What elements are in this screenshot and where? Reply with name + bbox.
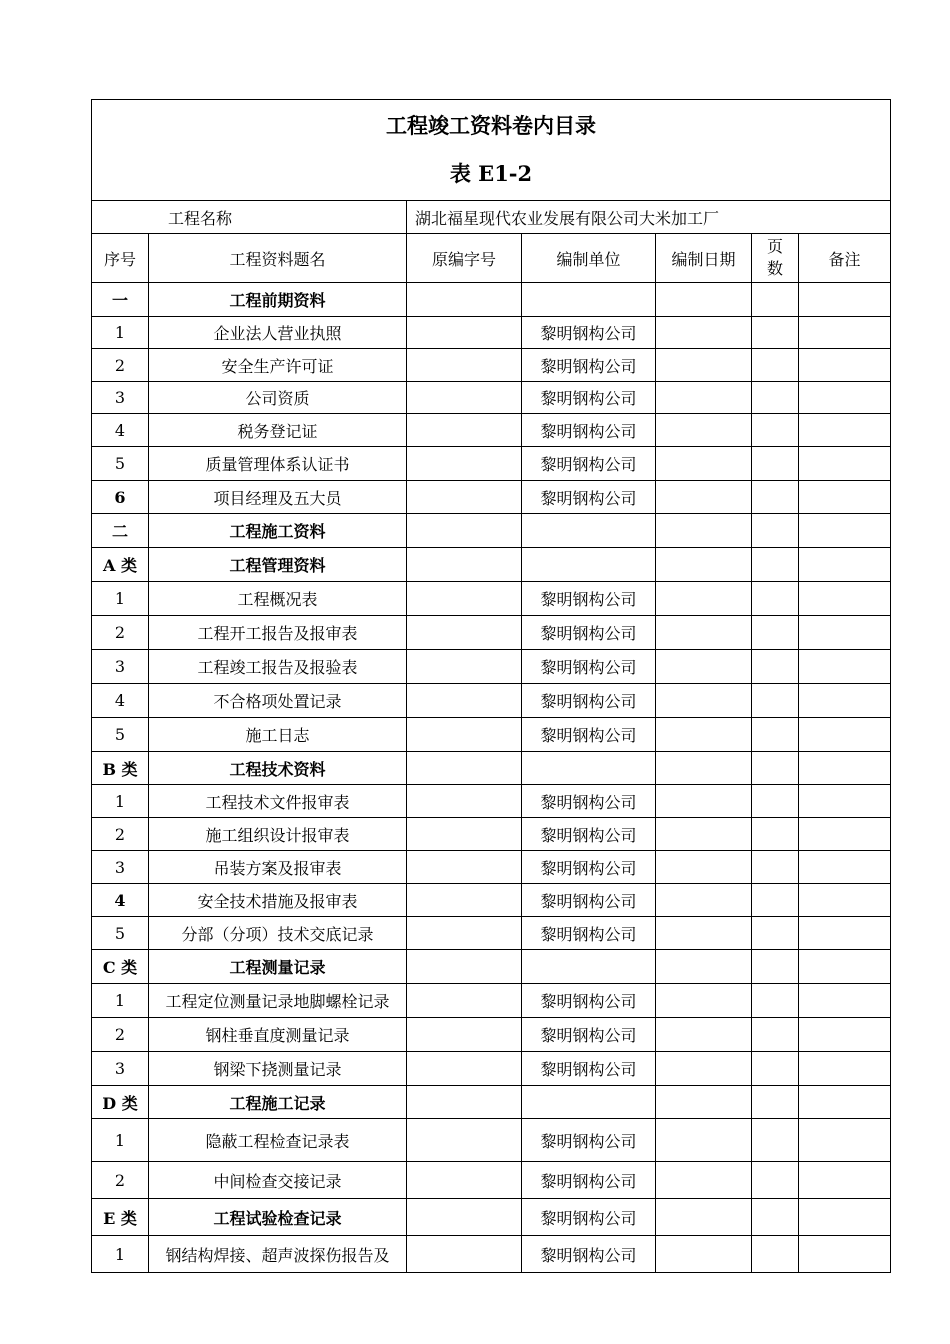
cell-date	[656, 752, 752, 785]
cell-note	[799, 785, 891, 818]
cell-orig-no	[407, 785, 522, 818]
cell-name: 施工组织设计报审表	[149, 818, 407, 851]
cell-pages	[752, 1018, 799, 1052]
cell-seq: 1	[92, 785, 149, 818]
cell-unit: 黎明钢构公司	[522, 447, 656, 481]
cell-unit: 黎明钢构公司	[522, 616, 656, 650]
cell-seq: 3	[92, 1052, 149, 1086]
cell-note	[799, 884, 891, 917]
cell-note	[799, 382, 891, 414]
cell-date	[656, 1162, 752, 1199]
cell-seq: 1	[92, 984, 149, 1018]
cell-note	[799, 616, 891, 650]
cell-date	[656, 884, 752, 917]
cell-date	[656, 283, 752, 317]
cell-name: 公司资质	[149, 382, 407, 414]
cell-orig-no	[407, 1052, 522, 1086]
cell-unit	[522, 1086, 656, 1119]
cell-name: 工程施工资料	[149, 514, 407, 548]
cell-orig-no	[407, 414, 522, 447]
cell-name: 工程定位测量记录地脚螺栓记录	[149, 984, 407, 1018]
cell-orig-no	[407, 283, 522, 317]
cell-note	[799, 1162, 891, 1199]
table-row	[92, 1162, 891, 1199]
cell-date	[656, 1018, 752, 1052]
table-row	[92, 514, 891, 548]
cell-orig-no	[407, 317, 522, 349]
table-row	[92, 718, 891, 752]
cell-note	[799, 514, 891, 548]
cell-note	[799, 851, 891, 884]
cell-seq: 1	[92, 1236, 149, 1273]
cell-name: 工程施工记录	[149, 1086, 407, 1119]
cell-seq: 2	[92, 616, 149, 650]
cell-unit: 黎明钢构公司	[522, 650, 656, 684]
header-date: 编制日期	[656, 234, 752, 283]
cell-unit: 黎明钢构公司	[522, 917, 656, 950]
project-name-value: 湖北福星现代农业发展有限公司大米加工厂	[407, 201, 891, 234]
cell-date	[656, 447, 752, 481]
cell-unit: 黎明钢构公司	[522, 1236, 656, 1273]
cell-date	[656, 650, 752, 684]
cell-unit: 黎明钢构公司	[522, 884, 656, 917]
cell-date	[656, 851, 752, 884]
cell-pages	[752, 718, 799, 752]
cell-pages	[752, 684, 799, 718]
cell-date	[656, 349, 752, 382]
cell-note	[799, 447, 891, 481]
cell-orig-no	[407, 1199, 522, 1236]
cell-date	[656, 414, 752, 447]
cell-pages	[752, 283, 799, 317]
table-row	[92, 984, 891, 1018]
cell-seq: 2	[92, 1018, 149, 1052]
cell-seq: 6	[92, 481, 149, 514]
cell-seq: 3	[92, 382, 149, 414]
cell-orig-no	[407, 447, 522, 481]
table-row	[92, 884, 891, 917]
table-row	[92, 950, 891, 984]
cell-orig-no	[407, 752, 522, 785]
cell-note	[799, 684, 891, 718]
table-row	[92, 283, 891, 317]
table-row	[92, 582, 891, 616]
cell-seq: 1	[92, 1119, 149, 1162]
cell-pages	[752, 582, 799, 616]
cell-orig-no	[407, 1119, 522, 1162]
cell-note	[799, 917, 891, 950]
cell-date	[656, 616, 752, 650]
cell-name: 工程概况表	[149, 582, 407, 616]
cell-unit	[522, 950, 656, 984]
cell-name: 钢梁下挠测量记录	[149, 1052, 407, 1086]
cell-pages	[752, 1162, 799, 1199]
cell-seq: 2	[92, 818, 149, 851]
cell-pages	[752, 818, 799, 851]
cell-name: 吊装方案及报审表	[149, 851, 407, 884]
cell-unit: 黎明钢构公司	[522, 984, 656, 1018]
cell-note	[799, 650, 891, 684]
cell-note	[799, 950, 891, 984]
project-name-label: 工程名称	[92, 201, 407, 234]
cell-date	[656, 1086, 752, 1119]
header-name: 工程资料题名	[149, 234, 407, 283]
cell-orig-no	[407, 1018, 522, 1052]
header-orig-no: 原编字号	[407, 234, 522, 283]
cell-unit: 黎明钢构公司	[522, 684, 656, 718]
cell-date	[656, 317, 752, 349]
cell-pages	[752, 851, 799, 884]
cell-date	[656, 684, 752, 718]
cell-unit: 黎明钢构公司	[522, 785, 656, 818]
cell-name: 施工日志	[149, 718, 407, 752]
cell-pages	[752, 1086, 799, 1119]
cell-seq: 1	[92, 582, 149, 616]
cell-name: 项目经理及五大员	[149, 481, 407, 514]
cell-name: 安全生产许可证	[149, 349, 407, 382]
cell-unit	[522, 548, 656, 582]
cell-note	[799, 752, 891, 785]
cell-seq: 2	[92, 349, 149, 382]
header-pages: 页 数	[752, 234, 799, 283]
cell-name: 分部（分项）技术交底记录	[149, 917, 407, 950]
cell-date	[656, 1119, 752, 1162]
cell-seq: 二	[92, 514, 149, 548]
cell-orig-no	[407, 950, 522, 984]
table-row	[92, 548, 891, 582]
cell-name: 钢结构焊接、超声波探伤报告及	[149, 1236, 407, 1273]
cell-seq: A 类	[92, 548, 149, 582]
cell-unit: 黎明钢构公司	[522, 1052, 656, 1086]
cell-seq: E 类	[92, 1199, 149, 1236]
cell-unit: 黎明钢构公司	[522, 582, 656, 616]
table-row	[92, 1199, 891, 1236]
catalog-table	[91, 99, 891, 1273]
cell-name: 税务登记证	[149, 414, 407, 447]
cell-unit: 黎明钢构公司	[522, 481, 656, 514]
cell-date	[656, 1052, 752, 1086]
cell-seq: 3	[92, 851, 149, 884]
cell-name: 企业法人营业执照	[149, 317, 407, 349]
cell-date	[656, 382, 752, 414]
catalog-document	[91, 99, 890, 1273]
cell-unit: 黎明钢构公司	[522, 317, 656, 349]
cell-unit: 黎明钢构公司	[522, 1199, 656, 1236]
cell-unit: 黎明钢构公司	[522, 414, 656, 447]
cell-orig-no	[407, 917, 522, 950]
cell-unit: 黎明钢构公司	[522, 818, 656, 851]
cell-name: 工程技术资料	[149, 752, 407, 785]
cell-pages	[752, 414, 799, 447]
cell-note	[799, 349, 891, 382]
cell-date	[656, 718, 752, 752]
cell-pages	[752, 1052, 799, 1086]
cell-date	[656, 582, 752, 616]
cell-date	[656, 1236, 752, 1273]
cell-name: 工程开工报告及报审表	[149, 616, 407, 650]
table-row	[92, 1018, 891, 1052]
cell-orig-no	[407, 984, 522, 1018]
cell-note	[799, 481, 891, 514]
cell-pages	[752, 349, 799, 382]
cell-orig-no	[407, 481, 522, 514]
table-row	[92, 752, 891, 785]
cell-name: 中间检查交接记录	[149, 1162, 407, 1199]
cell-pages	[752, 548, 799, 582]
cell-note	[799, 1018, 891, 1052]
cell-seq: 3	[92, 650, 149, 684]
cell-name: 工程管理资料	[149, 548, 407, 582]
cell-seq: 2	[92, 1162, 149, 1199]
cell-orig-no	[407, 1086, 522, 1119]
cell-orig-no	[407, 884, 522, 917]
cell-pages	[752, 884, 799, 917]
cell-pages	[752, 752, 799, 785]
cell-note	[799, 1086, 891, 1119]
table-row	[92, 684, 891, 718]
cell-pages	[752, 447, 799, 481]
cell-orig-no	[407, 650, 522, 684]
header-unit: 编制单位	[522, 234, 656, 283]
cell-name: 安全技术措施及报审表	[149, 884, 407, 917]
table-row	[92, 481, 891, 514]
cell-name: 工程测量记录	[149, 950, 407, 984]
cell-date	[656, 514, 752, 548]
table-row	[92, 447, 891, 481]
cell-note	[799, 1052, 891, 1086]
cell-note	[799, 818, 891, 851]
cell-seq: 4	[92, 684, 149, 718]
cell-note	[799, 1199, 891, 1236]
cell-orig-no	[407, 718, 522, 752]
cell-unit: 黎明钢构公司	[522, 1119, 656, 1162]
table-row	[92, 1236, 891, 1273]
cell-seq: 4	[92, 414, 149, 447]
cell-date	[656, 481, 752, 514]
cell-orig-no	[407, 548, 522, 582]
cell-note	[799, 984, 891, 1018]
cell-seq: 5	[92, 447, 149, 481]
cell-pages	[752, 514, 799, 548]
cell-pages	[752, 1119, 799, 1162]
cell-note	[799, 414, 891, 447]
table-header-row	[92, 234, 891, 283]
cell-orig-no	[407, 851, 522, 884]
cell-name: 不合格项处置记录	[149, 684, 407, 718]
cell-seq: 5	[92, 917, 149, 950]
cell-name: 工程竣工报告及报验表	[149, 650, 407, 684]
cell-date	[656, 950, 752, 984]
cell-unit: 黎明钢构公司	[522, 1018, 656, 1052]
cell-date	[656, 785, 752, 818]
cell-pages	[752, 382, 799, 414]
cell-date	[656, 818, 752, 851]
cell-date	[656, 917, 752, 950]
cell-note	[799, 1236, 891, 1273]
header-seq: 序号	[92, 234, 149, 283]
cell-unit: 黎明钢构公司	[522, 1162, 656, 1199]
table-row	[92, 1052, 891, 1086]
cell-orig-no	[407, 1162, 522, 1199]
cell-orig-no	[407, 616, 522, 650]
cell-unit	[522, 514, 656, 548]
cell-note	[799, 582, 891, 616]
cell-orig-no	[407, 684, 522, 718]
cell-seq: 5	[92, 718, 149, 752]
cell-note	[799, 548, 891, 582]
cell-name: 工程技术文件报审表	[149, 785, 407, 818]
page-title: 工程竣工资料卷内目录	[386, 113, 596, 138]
cell-pages	[752, 785, 799, 818]
header-note: 备注	[799, 234, 891, 283]
cell-pages	[752, 950, 799, 984]
table-row	[92, 382, 891, 414]
cell-date	[656, 548, 752, 582]
cell-date	[656, 1199, 752, 1236]
cell-unit: 黎明钢构公司	[522, 718, 656, 752]
table-row	[92, 349, 891, 382]
cell-orig-no	[407, 514, 522, 548]
cell-name: 钢柱垂直度测量记录	[149, 1018, 407, 1052]
cell-unit: 黎明钢构公司	[522, 851, 656, 884]
cell-pages	[752, 984, 799, 1018]
table-row	[92, 317, 891, 349]
table-row	[92, 616, 891, 650]
cell-seq: D 类	[92, 1086, 149, 1119]
cell-orig-no	[407, 1236, 522, 1273]
cell-name: 工程前期资料	[149, 283, 407, 317]
title-block	[92, 100, 891, 201]
cell-pages	[752, 650, 799, 684]
cell-unit	[522, 752, 656, 785]
cell-seq: C 类	[92, 950, 149, 984]
table-row	[92, 1086, 891, 1119]
cell-note	[799, 317, 891, 349]
cell-unit: 黎明钢构公司	[522, 382, 656, 414]
cell-pages	[752, 917, 799, 950]
cell-name: 质量管理体系认证书	[149, 447, 407, 481]
cell-unit: 黎明钢构公司	[522, 349, 656, 382]
cell-pages	[752, 616, 799, 650]
cell-seq: 1	[92, 317, 149, 349]
cell-orig-no	[407, 349, 522, 382]
cell-pages	[752, 317, 799, 349]
cell-unit	[522, 283, 656, 317]
cell-date	[656, 984, 752, 1018]
form-number: 表 E1-2	[449, 161, 533, 186]
cell-pages	[752, 1199, 799, 1236]
table-row	[92, 785, 891, 818]
cell-seq: 一	[92, 283, 149, 317]
table-row	[92, 917, 891, 950]
table-row	[92, 650, 891, 684]
table-row	[92, 1119, 891, 1162]
cell-note	[799, 283, 891, 317]
cell-note	[799, 718, 891, 752]
table-row	[92, 818, 891, 851]
table-row	[92, 851, 891, 884]
cell-pages	[752, 1236, 799, 1273]
cell-orig-no	[407, 582, 522, 616]
cell-seq: B 类	[92, 752, 149, 785]
cell-note	[799, 1119, 891, 1162]
cell-orig-no	[407, 818, 522, 851]
cell-seq: 4	[92, 884, 149, 917]
cell-name: 工程试验检查记录	[149, 1199, 407, 1236]
cell-name: 隐蔽工程检查记录表	[149, 1119, 407, 1162]
cell-orig-no	[407, 382, 522, 414]
cell-pages	[752, 481, 799, 514]
table-row	[92, 414, 891, 447]
